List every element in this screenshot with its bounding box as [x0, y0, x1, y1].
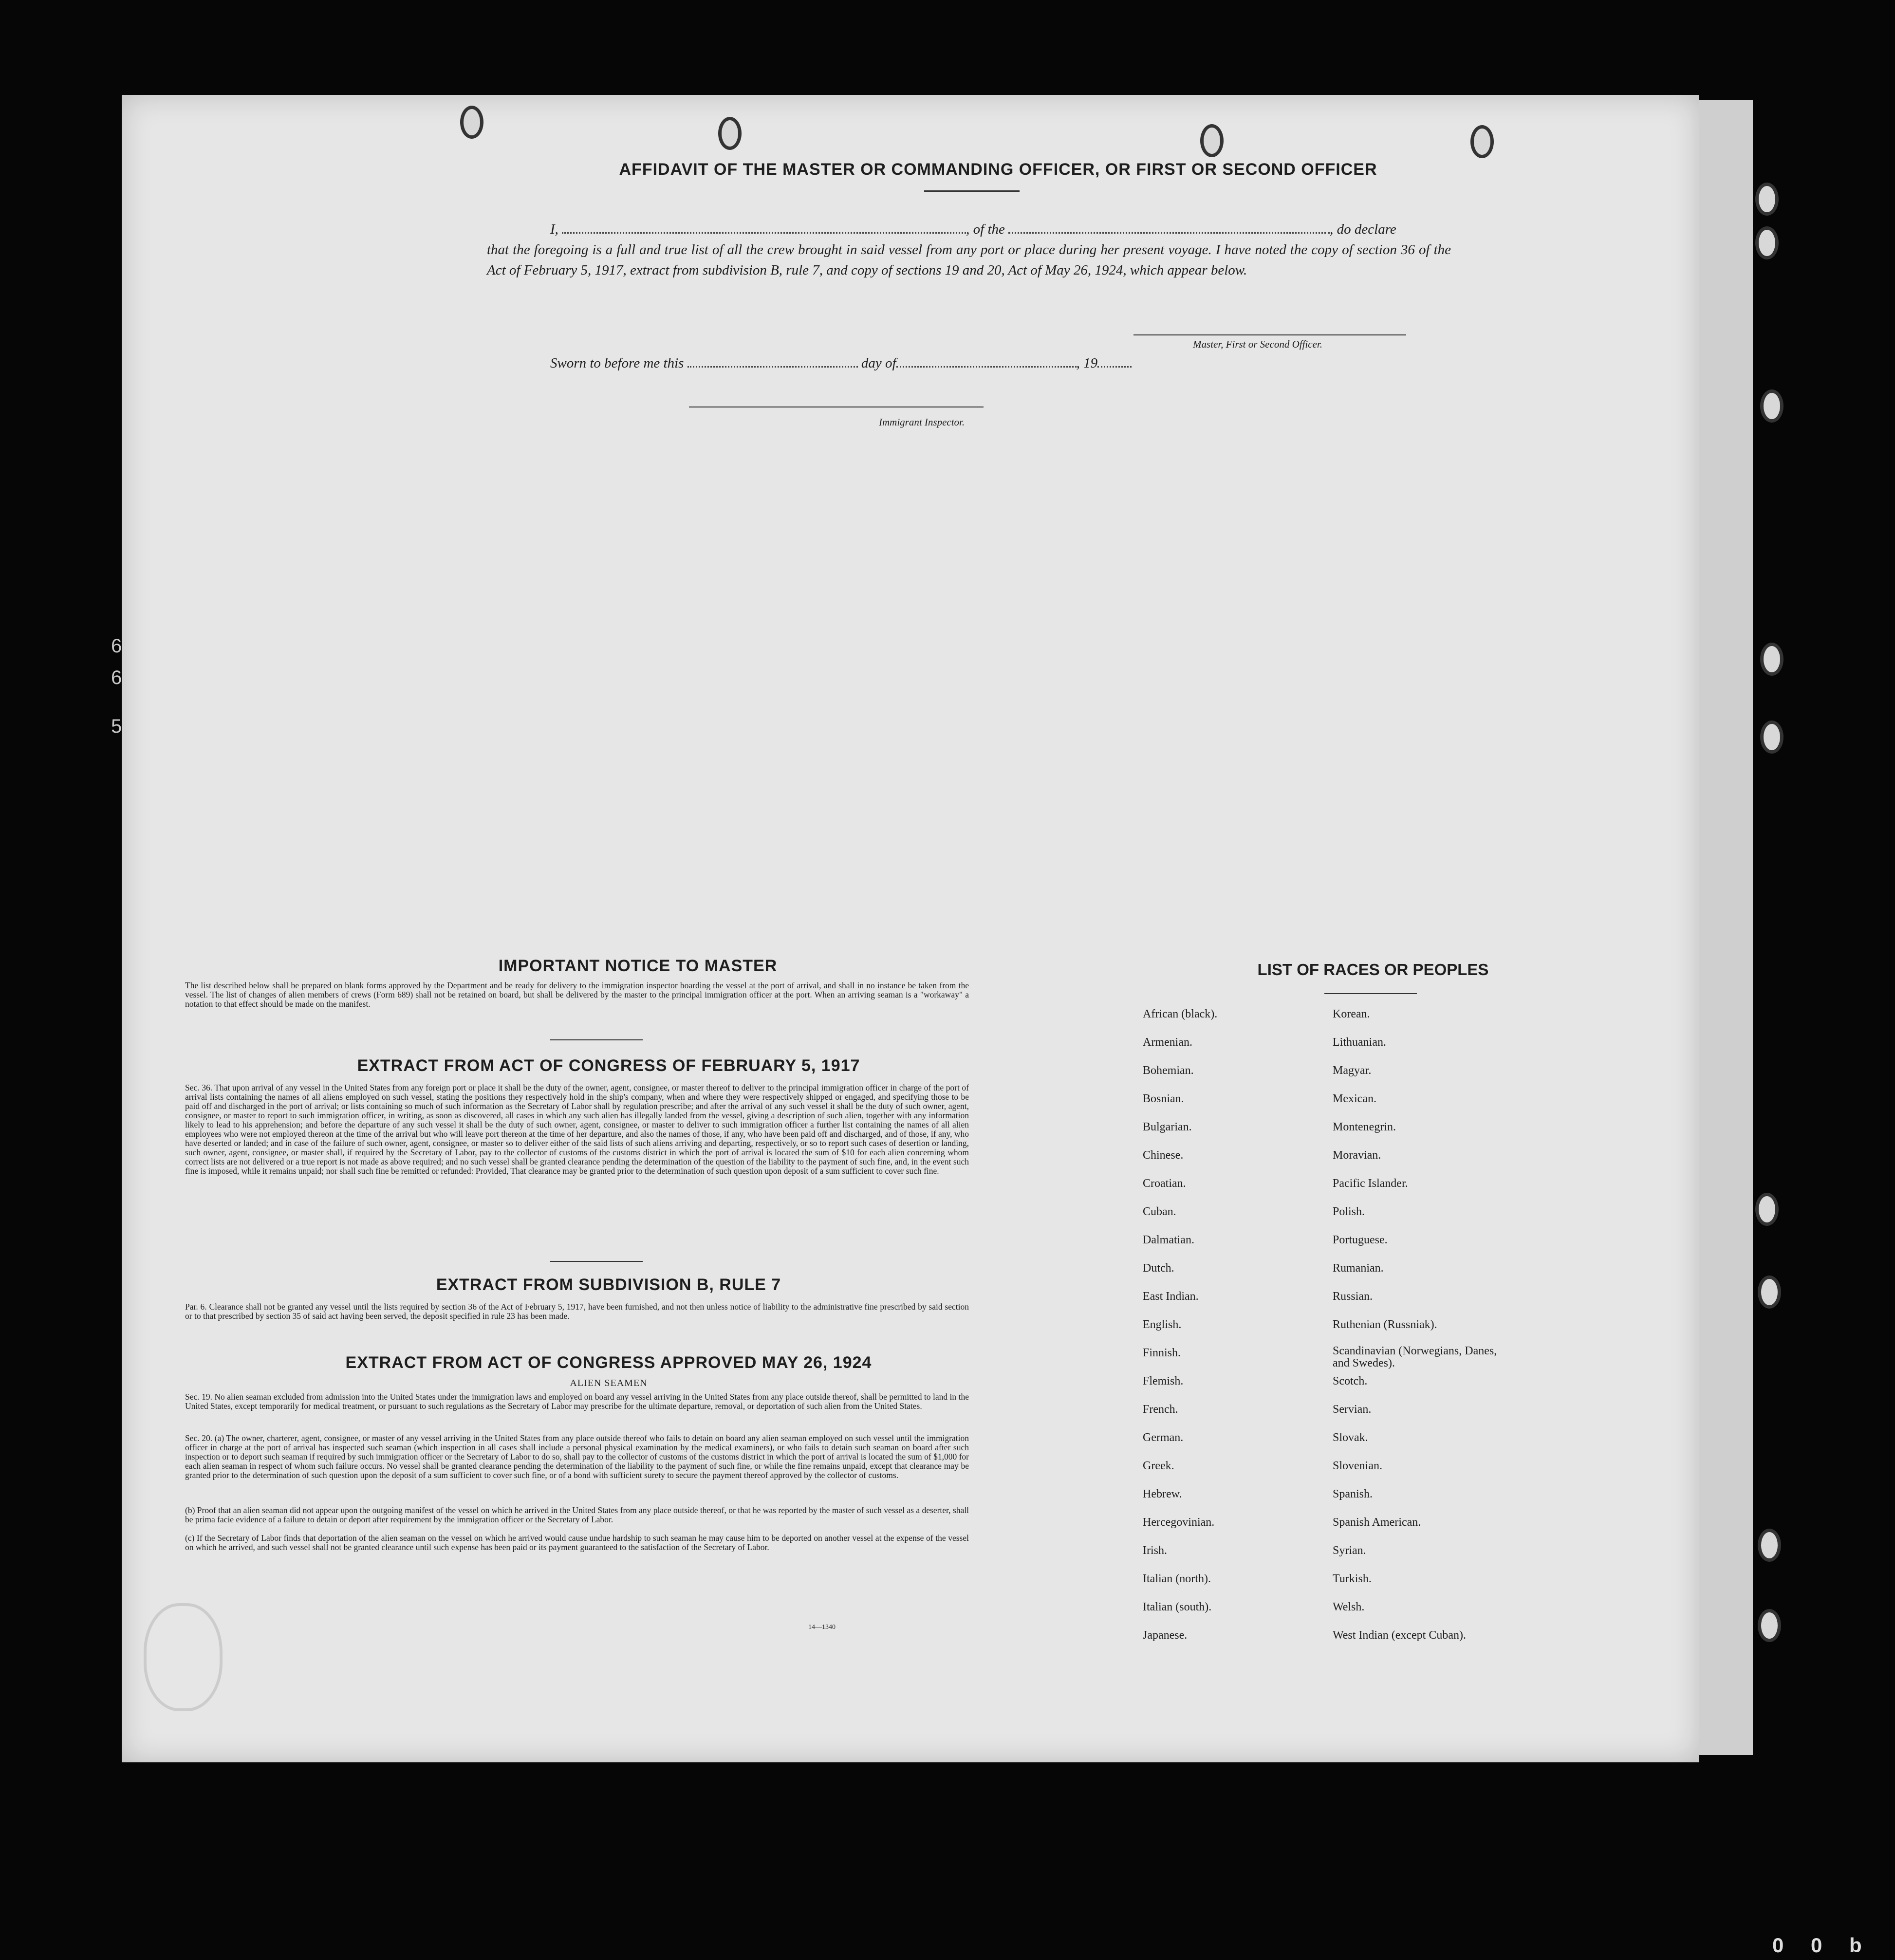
affidavit-body: that the foregoing is a full and true list of all the crew brought in said vessel from any port or place during her present voyage. I have noted the copy of section 36 of the Act of February 5, 1917, extract from subdivision B, rule 7, and copy of sections 19 and 20, Act of May 26, 1924, which appear below. [487, 242, 1451, 278]
race-item: Polish. [1333, 1205, 1365, 1218]
affidavit-i: I, [550, 222, 558, 237]
race-item: Mexican. [1333, 1092, 1376, 1105]
races-title: LIST OF RACES OR PEOPLES [1257, 961, 1489, 979]
extract-rule7-body: Par. 6. Clearance shall not be granted any vessel until the lists required by section 36 of the Act of February 5, 1917, have been furnished, and not then unless notice of liability to the administrative fine prescribed by said section or to that prescribed by section 35 of said act having been served, the deposit specified in rule 23 has been made. [185, 1302, 969, 1321]
race-item: Pacific Islander. [1333, 1177, 1408, 1190]
race-item: Cuban. [1143, 1205, 1176, 1218]
race-item: Scotch. [1333, 1375, 1368, 1387]
extract-1924-title: EXTRACT FROM ACT OF CONGRESS APPROVED MAY 26, 1924 [345, 1353, 872, 1372]
form-number: 14—1340 [808, 1624, 836, 1631]
race-item: Bosnian. [1143, 1092, 1184, 1105]
race-item: Greek. [1143, 1460, 1174, 1472]
punch-hole [1758, 1609, 1781, 1642]
sworn-lead: Sworn to before me this [550, 355, 684, 371]
punch-hole [1760, 721, 1784, 754]
punch-hole [1758, 1529, 1781, 1562]
race-item: Spanish. [1333, 1488, 1373, 1500]
race-item: Italian (north). [1143, 1572, 1211, 1585]
race-item: Hebrew. [1143, 1488, 1182, 1500]
master-name-blank[interactable] [562, 232, 966, 234]
race-item: African (black). [1143, 1008, 1218, 1020]
race-item: French. [1143, 1403, 1178, 1416]
sworn-year-blank[interactable] [1097, 366, 1132, 368]
punch-hole [1755, 1193, 1779, 1226]
race-item: Slovak. [1333, 1431, 1368, 1444]
race-item: Montenegrin. [1333, 1121, 1396, 1133]
race-item: Turkish. [1333, 1572, 1372, 1585]
extract-1924-sec20a: Sec. 20. (a) The owner, charterer, agent, consignee, or master of any vessel arriving in the United States from any place outside thereof who fails to detain on board any alien seaman employed on such vessel until the immigration officer in charge at the port of arrival has inspected such seaman (which inspection in all cases shall include a personal physical examination by the medical examiners), or who fails to detain such seaman on board after such inspection or to deport such seaman if required by such immigration officer or the Secretary of Labor to do so, shall pay to the collector of customs of the customs district in which the port of arrival is located the sum of $1,000 for each alien seaman in respect of whom such failure occurs. No vessel shall be granted clearance pending the determination of the liability to the payment of such fine, or while the fine remains unpaid, except that clearance may be granted prior to the determination of such question upon the deposit of a sum sufficient to cover such fine, or of a bond with sufficient surety to secure the payment thereof approved by the collector of customs. [185, 1433, 969, 1480]
extract-1924-sec19: Sec. 19. No alien seaman excluded from admission into the United States under the immigration laws and employed on board any vessel arriving in the United States from any place outside thereof, shall be permitted to land in the United States, except temporarily for medical treatment, or pursuant to such regulations as the Secretary of Labor may prescribe for the ultimate departure, removal, or deportation of such alien from the United States. [185, 1392, 969, 1411]
race-item: Japanese. [1143, 1629, 1188, 1642]
race-item: Syrian. [1333, 1544, 1366, 1557]
affidavit-of-the: , of the [966, 222, 1005, 237]
race-item: Korean. [1333, 1008, 1370, 1020]
extract-rule7-title: EXTRACT FROM SUBDIVISION B, RULE 7 [436, 1276, 781, 1294]
race-item: Rumanian. [1333, 1262, 1384, 1275]
divider [550, 1039, 643, 1040]
race-item: Spanish American. [1333, 1516, 1421, 1529]
extract-1924-sec20c: (c) If the Secretary of Labor finds that deportation of the alien seaman on the vessel on which he arrived would cause undue hardship to such seaman he may cause him to be deported on another vessel at the expense of the vessel on which he arrived, and such vessel shall not be granted clearance until such expense has been paid or its payment guaranteed to the satisfaction of the Secretary of Labor. [185, 1533, 969, 1552]
margin-digit: 5 [111, 716, 122, 737]
extract-1924-sec20b: (b) Proof that an alien seaman did not appear upon the outgoing manifest of the vessel on which he arrived in the United States from any place outside thereof, or that he was reported by the master of such vessel as a deserter, shall be prima facie evidence of a failure to detain or deport after requirement by the immigration officer or the Secretary of Labor. [185, 1505, 969, 1524]
extract-1924-subtitle: ALIEN SEAMEN [570, 1378, 648, 1388]
race-item: German. [1143, 1431, 1184, 1444]
margin-digit: 6 [111, 635, 122, 657]
race-item: Hercegovinian. [1143, 1516, 1215, 1529]
sworn-month-blank[interactable] [896, 366, 1077, 368]
sworn-day-blank[interactable] [687, 366, 858, 368]
race-item: Russian. [1333, 1290, 1373, 1303]
sworn-day-of: day of [861, 355, 896, 371]
punch-hole [1760, 389, 1784, 423]
divider [550, 1261, 643, 1262]
manifest-page [122, 95, 1699, 1762]
race-item: Armenian. [1143, 1036, 1192, 1049]
race-item: Finnish. [1143, 1347, 1181, 1359]
inspector-caption: Immigrant Inspector. [879, 416, 965, 428]
race-item: Chinese. [1143, 1149, 1184, 1162]
race-item: West Indian (except Cuban). [1333, 1629, 1466, 1642]
punch-hole [1758, 1276, 1781, 1309]
race-item: Portuguese. [1333, 1234, 1388, 1246]
notice-title: IMPORTANT NOTICE TO MASTER [498, 957, 778, 975]
footer-marks: 0 0 b [1772, 1934, 1873, 1957]
race-item: Croatian. [1143, 1177, 1186, 1190]
master-signature-line[interactable] [1133, 334, 1406, 335]
master-caption: Master, First or Second Officer. [1193, 338, 1322, 350]
punch-hole [1760, 643, 1784, 676]
race-item: East Indian. [1143, 1290, 1199, 1303]
race-item: Dalmatian. [1143, 1234, 1194, 1246]
punch-hole [718, 117, 742, 150]
title-underline [924, 190, 1020, 192]
punch-hole [1755, 183, 1779, 216]
faded-stamp [144, 1603, 223, 1711]
extract-1917-title: EXTRACT FROM ACT OF CONGRESS OF FEBRUARY 5, 1917 [357, 1056, 860, 1075]
race-item: Flemish. [1143, 1375, 1184, 1387]
race-item: Scandinavian (Norwegians, Danes, and Swedes). [1333, 1345, 1497, 1369]
film-footer [0, 1931, 1895, 1960]
race-item: Welsh. [1333, 1601, 1365, 1613]
affidavit-statement [487, 219, 1451, 280]
punch-hole [1200, 124, 1224, 157]
race-item: Dutch. [1143, 1262, 1174, 1275]
race-item: Slovenian. [1333, 1460, 1382, 1472]
races-underline [1324, 993, 1417, 994]
race-item: English. [1143, 1318, 1182, 1331]
notice-body: The list described below shall be prepared on blank forms approved by the Department and be ready for delivery to the immigration inspector boarding the vessel at the port of arrival, and shall in no instance be taken from the vessel. The list of changes of alien members of crews (Form 689) shall not be retained on board, but shall be delivered by the master to the principal immigration officer at the port. When an arriving seaman is a "workaway" a notation to that effect should be made on the manifest. [185, 980, 969, 1009]
margin-digit: 6 [111, 667, 122, 688]
race-item: Magyar. [1333, 1064, 1372, 1077]
affidavit-title: AFFIDAVIT OF THE MASTER OR COMMANDING OFFICER, OR FIRST OR SECOND OFFICER [619, 160, 1377, 179]
race-item: Bulgarian. [1143, 1121, 1192, 1133]
race-item: Lithuanian. [1333, 1036, 1386, 1049]
vessel-name-blank[interactable] [1008, 232, 1330, 234]
punch-hole [1755, 226, 1779, 259]
race-item: Ruthenian (Russniak). [1333, 1318, 1437, 1331]
punch-hole [1470, 125, 1494, 158]
extract-1917-body: Sec. 36. That upon arrival of any vessel in the United States from any foreign port or place it shall be the duty of the owner, agent, consignee, or master thereof to deliver to the principal immigration officer in charge of the port of arrival lists containing the names of all aliens employed on such vessel, stating the positions they respectively hold in the ship's company, when and where they were respectively shipped or engaged, and specifying those to be paid off and discharged in the port of arrival; or lists containing so much of such information as the Secretary of Labor shall by regulation prescribe; and after the arrival of any such vessel it shall be the duty of such owner, agent, consignee, or master to report to such immigration officer, in writing, as soon as discovered, all cases in which any such alien has illegally landed from the vessel, giving a description of such alien, together with any information likely to lead to his apprehension; and before the departure of any such vessel it shall be the duty of such owner, agent, consignee, or master to deliver to such immigration officer a further list containing the names of all alien employees who were not employed thereon at the time of the arrival but who will leave port thereon at the time of her departure, and also the names of those, if any, who have been paid off and discharged, and of those, if any, who have deserted or landed; and in case of the failure of such owner, agent, consignee, or master so to deliver either of the said lists of such aliens arriving and departing, respectively, or so to report such cases of desertion or landing, such owner, agent, consignee, or master shall, if required by the Secretary of Labor, pay to the collector of customs of the customs district in which the port of arrival is located the sum of $10 for each alien concerning whom correct lists are not delivered or a true report is not made as above required; and no such vessel shall be granted clearance pending the determination of the question of the liability to the payment of such fine, and, in the event such fine is imposed, while it remains unpaid; nor shall such fine be remitted or refunded: Provided, That clearance may be granted prior to the determination of such question upon deposit of a sum sufficient to cover such fine. [185, 1083, 969, 1176]
affidavit-do-declare: , do declare [1330, 222, 1396, 237]
sworn-year: , 19 [1076, 355, 1098, 371]
race-item: Bohemian. [1143, 1064, 1194, 1077]
sworn-line [550, 355, 1132, 371]
punch-hole [460, 106, 483, 139]
race-item: Moravian. [1333, 1149, 1381, 1162]
race-item: Italian (south). [1143, 1601, 1212, 1613]
race-item: Irish. [1143, 1544, 1167, 1557]
race-item: Servian. [1333, 1403, 1372, 1416]
